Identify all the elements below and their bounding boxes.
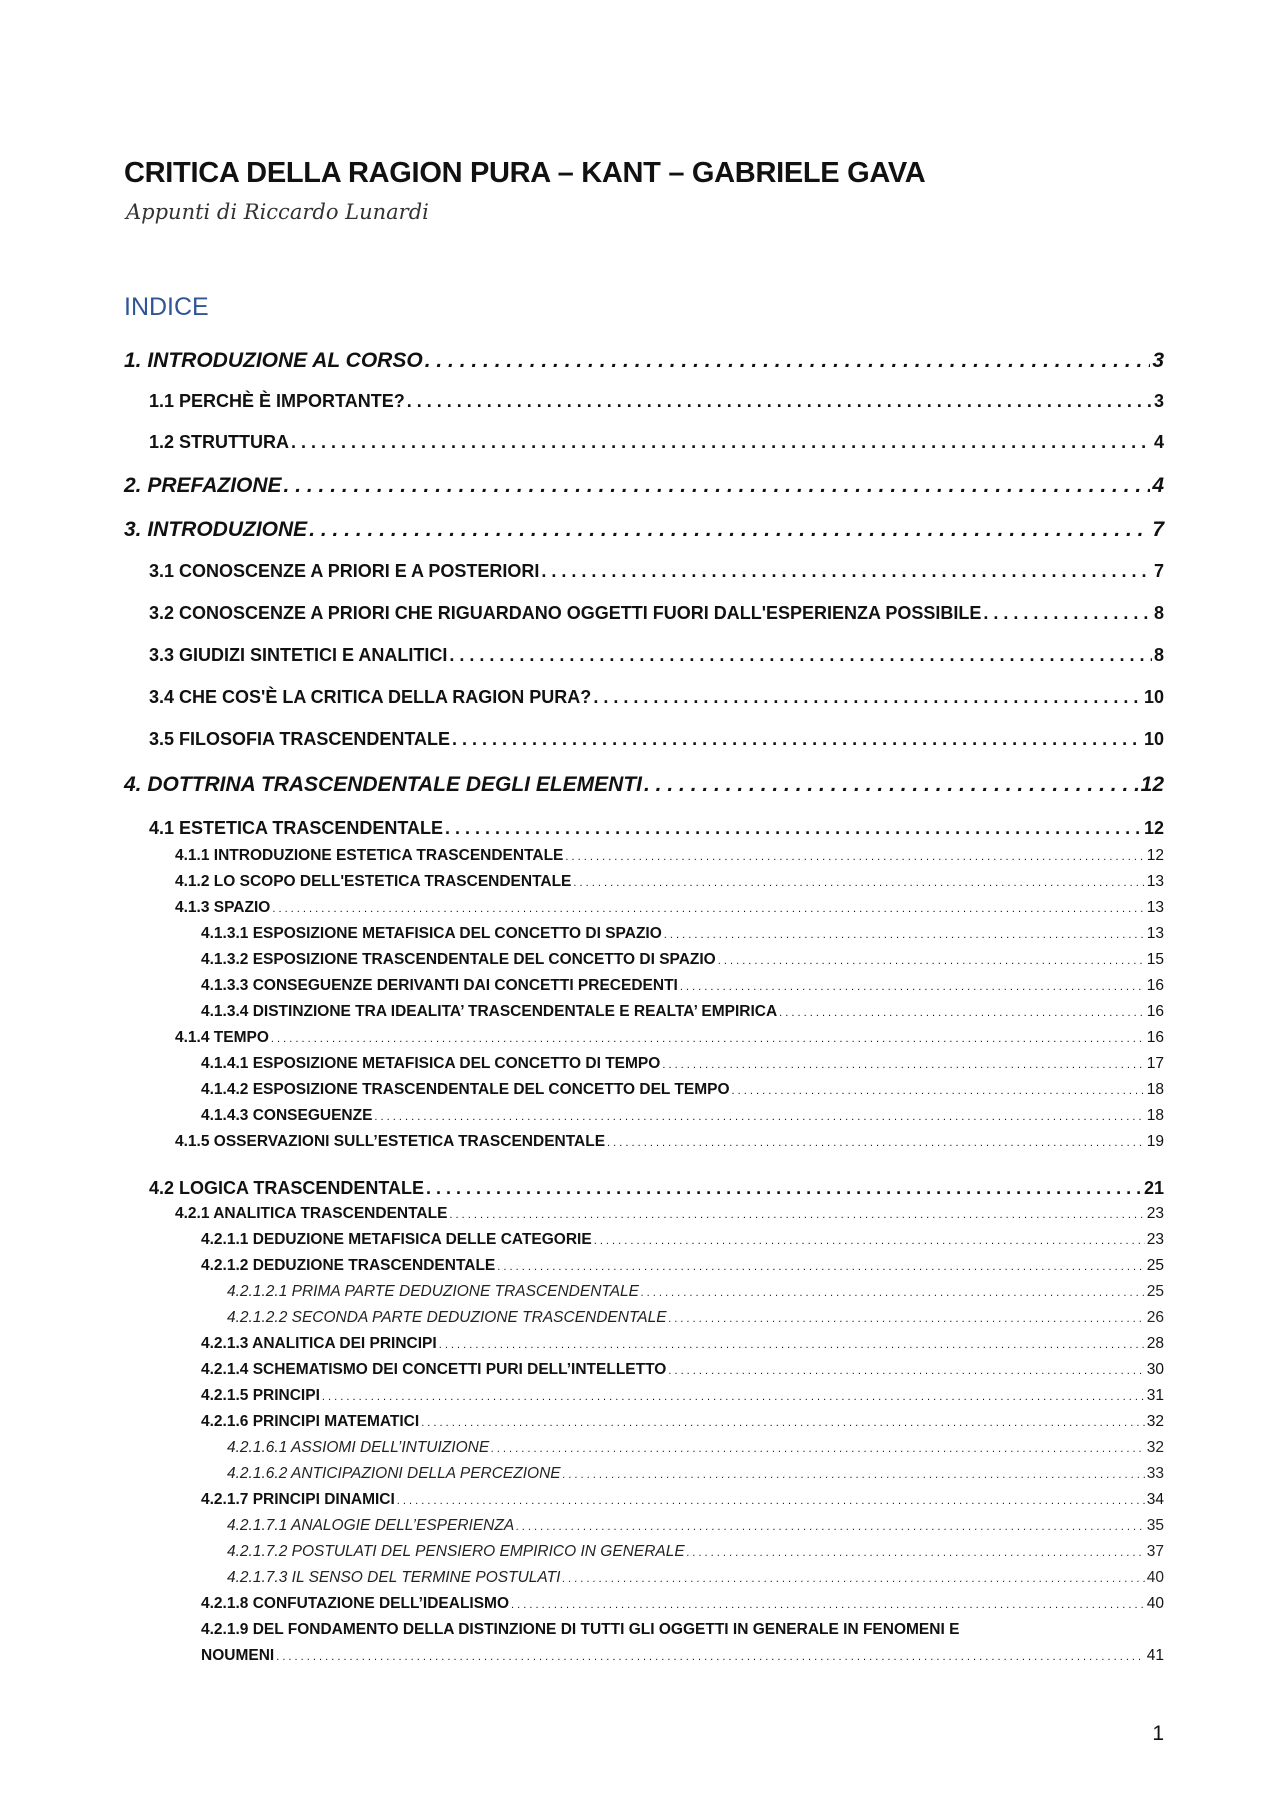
- toc-entry[interactable]: [201, 1081, 1164, 1099]
- toc-entry-page: 40: [1146, 1595, 1164, 1612]
- toc-leader-dots: [668, 1365, 1144, 1377]
- toc-entry-page: 37: [1146, 1543, 1164, 1560]
- toc-entry-page: 17: [1146, 1055, 1164, 1072]
- toc-leader-dots: [449, 1209, 1144, 1221]
- toc-leader-dots: [662, 1059, 1144, 1071]
- toc-entry-page: 4: [1153, 432, 1164, 452]
- toc-entry-page: 18: [1146, 1107, 1164, 1124]
- toc-entry-page: 41: [1146, 1647, 1164, 1664]
- toc-leader-dots: [687, 1547, 1145, 1559]
- toc-entry-page: 19: [1146, 1133, 1164, 1150]
- toc-leader-dots: [291, 432, 1152, 453]
- toc-leader-dots: [272, 903, 1144, 915]
- toc-entry-label: 4.2.1.7.2 POSTULATI DEL PENSIERO EMPIRICO IN GENERALE: [227, 1543, 685, 1560]
- toc-entry[interactable]: [201, 1257, 1164, 1275]
- toc-leader-dots: [562, 1573, 1144, 1585]
- toc-entry-page: 7: [1152, 518, 1164, 541]
- toc-leader-dots: [563, 1469, 1145, 1481]
- toc-leader-dots: [607, 1137, 1145, 1149]
- toc-entry-label: 2. PREFAZIONE: [124, 474, 282, 497]
- toc-entry-page: 8: [1153, 603, 1164, 623]
- toc-entry-page: 26: [1146, 1309, 1164, 1326]
- toc-entry-label: 4.1 ESTETICA TRASCENDENTALE: [149, 818, 444, 838]
- toc-entry-label: 4.1.4.1 ESPOSIZIONE METAFISICA DEL CONCETTO DI TEMPO: [201, 1055, 661, 1072]
- toc-entry-page: 10: [1143, 729, 1164, 749]
- toc-entry-page: 7: [1153, 561, 1164, 581]
- toc-entry-label: NOUMENI: [201, 1647, 275, 1664]
- toc-entry-page: 34: [1146, 1491, 1164, 1508]
- toc-entry-page: 25: [1146, 1257, 1164, 1274]
- toc-entry-page: 23: [1146, 1231, 1164, 1248]
- toc-entry[interactable]: [149, 603, 1164, 624]
- toc-leader-dots: [421, 1417, 1145, 1429]
- toc-entry-label: 4.2.1.7 PRINCIPI DINAMICI: [201, 1491, 395, 1508]
- toc-entry-label: 4.1.3.2 ESPOSIZIONE TRASCENDENTALE DEL CONCETTO DI SPAZIO: [201, 951, 716, 968]
- toc-entry[interactable]: [124, 773, 1164, 797]
- toc-entry[interactable]: [149, 391, 1164, 412]
- toc-leader-dots: [284, 474, 1151, 498]
- toc-entry-page: 21: [1143, 1178, 1164, 1198]
- toc-leader-dots: [565, 851, 1144, 863]
- toc-entry-label: 1. INTRODUZIONE AL CORSO: [124, 349, 423, 372]
- toc-leader-dots: [309, 518, 1150, 542]
- toc-entry[interactable]: [175, 873, 1164, 891]
- toc-leader-dots: [452, 729, 1142, 750]
- toc-leader-dots: [445, 818, 1142, 839]
- toc-entry-label: 4.1.4.3 CONSEGUENZE: [201, 1107, 373, 1124]
- toc-entry-page: 30: [1146, 1361, 1164, 1378]
- toc-entry-page: 12: [1146, 847, 1164, 864]
- toc-entry-label: 4.2.1.7.3 IL SENSO DEL TERMINE POSTULATI: [227, 1569, 561, 1586]
- toc-entry[interactable]: [175, 899, 1164, 917]
- toc-entry-label: 4.1.3.3 CONSEGUENZE DERIVANTI DAI CONCETTI PRECEDENTI: [201, 977, 678, 994]
- toc-entry[interactable]: [149, 729, 1164, 750]
- toc-entry[interactable]: [149, 432, 1164, 453]
- toc-leader-dots: [322, 1391, 1145, 1403]
- toc-entry[interactable]: [201, 1055, 1164, 1073]
- toc-entry-label: 3.5 FILOSOFIA TRASCENDENTALE: [149, 729, 451, 749]
- toc-entry-label: 4.2.1 ANALITICA TRASCENDENTALE: [175, 1205, 448, 1222]
- toc-entry-label: 4.2.1.6.1 ASSIOMI DELL’INTUIZIONE: [227, 1439, 490, 1456]
- toc-entry-page: 3: [1152, 349, 1164, 372]
- toc-entry-label: 4.1.3.4 DISTINZIONE TRA IDEALITA’ TRASCENDENTALE E REALTA’ EMPIRICA: [201, 1003, 778, 1020]
- toc-entry[interactable]: [227, 1569, 1164, 1587]
- toc-leader-dots: [594, 1235, 1145, 1247]
- toc-entry[interactable]: [201, 1387, 1164, 1405]
- toc-entry-page: 13: [1146, 925, 1164, 942]
- toc-entry[interactable]: [149, 1178, 1164, 1199]
- toc-leader-dots: [516, 1521, 1145, 1533]
- toc-entry-label: 4.1.1 INTRODUZIONE ESTETICA TRASCENDENTALE: [175, 847, 564, 864]
- toc-entry[interactable]: [201, 1003, 1164, 1021]
- toc-entry[interactable]: [175, 1133, 1164, 1151]
- toc-entry-page: 23: [1146, 1205, 1164, 1222]
- toc-leader-dots: [271, 1033, 1145, 1045]
- toc-entry-page: 16: [1146, 1003, 1164, 1020]
- toc-entry[interactable]: [149, 687, 1164, 708]
- toc-entry[interactable]: [201, 977, 1164, 995]
- toc-entry-label: 3.1 CONOSCENZE A PRIORI E A POSTERIORI: [149, 561, 540, 581]
- toc-entry[interactable]: [201, 1107, 1164, 1125]
- toc-entry-label: 4.2.1.8 CONFUTAZIONE DELL’IDEALISMO: [201, 1595, 510, 1612]
- toc-entry-page: 25: [1146, 1283, 1164, 1300]
- toc-entry-label: 4.2.1.3 ANALITICA DEI PRINCIPI: [201, 1335, 437, 1352]
- toc-leader-dots: [276, 1651, 1145, 1663]
- toc-leader-dots: [641, 1287, 1145, 1299]
- toc-entry-label: 4.1.4.2 ESPOSIZIONE TRASCENDENTALE DEL CONCETTO DEL TEMPO: [201, 1081, 730, 1098]
- toc-entry-page: 10: [1143, 687, 1164, 707]
- toc-entry-page: 40: [1146, 1569, 1164, 1586]
- toc-entry-label: 4.2.1.1 DEDUZIONE METAFISICA DELLE CATEGORIE: [201, 1231, 592, 1248]
- toc-entry-label: 4.2.1.6.2 ANTICIPAZIONI DELLA PERCEZIONE: [227, 1465, 561, 1482]
- toc-entry-page: 15: [1146, 951, 1164, 968]
- toc-leader-dots: [426, 1178, 1142, 1199]
- toc-entry-label: 4.2.1.7.1 ANALOGIE DELL’ESPERIENZA: [227, 1517, 515, 1534]
- toc-entry-page: 31: [1146, 1387, 1164, 1404]
- toc-entry-page: 16: [1146, 977, 1164, 994]
- toc-entry[interactable]: [201, 1231, 1164, 1249]
- toc-entry[interactable]: [201, 1413, 1164, 1431]
- toc-entry-label: 4.2 LOGICA TRASCENDENTALE: [149, 1178, 425, 1198]
- toc-entry[interactable]: [124, 349, 1164, 373]
- toc-leader-dots: [732, 1085, 1145, 1097]
- toc-entry-page: 28: [1146, 1335, 1164, 1352]
- toc-entry-page: 13: [1146, 899, 1164, 916]
- toc-leader-dots: [573, 877, 1144, 889]
- toc-entry[interactable]: [201, 1491, 1164, 1509]
- toc-entry-page: 35: [1146, 1517, 1164, 1534]
- toc-entry-page: 13: [1146, 873, 1164, 890]
- toc-entry[interactable]: [124, 474, 1164, 498]
- toc-entry[interactable]: [227, 1517, 1164, 1535]
- toc-entry[interactable]: [201, 925, 1164, 943]
- toc-entry[interactable]: [201, 951, 1164, 969]
- toc-entry-label: 4.2.1.2 DEDUZIONE TRASCENDENTALE: [201, 1257, 496, 1274]
- toc-entry-page: 3: [1153, 391, 1164, 411]
- toc-entry-label: 3. INTRODUZIONE: [124, 518, 308, 541]
- toc-entry-label: 4.2.1.6 PRINCIPI MATEMATICI: [201, 1413, 420, 1430]
- toc-entry[interactable]: [227, 1283, 1164, 1301]
- toc-entry-page: 16: [1146, 1029, 1164, 1046]
- toc-entry-label: 1.1 PERCHÈ È IMPORTANTE?: [149, 391, 405, 411]
- toc-entry[interactable]: [201, 1335, 1164, 1353]
- toc-leader-dots: [374, 1111, 1144, 1123]
- document-subtitle: Appunti di Riccardo Lunardi: [126, 200, 429, 224]
- toc-leader-dots: [593, 687, 1142, 708]
- toc-leader-dots: [407, 391, 1152, 412]
- toc-entry-page: 12: [1140, 773, 1164, 796]
- toc-leader-dots: [983, 603, 1152, 624]
- toc-entry[interactable]: [201, 1361, 1164, 1379]
- toc-entry-page: 8: [1153, 645, 1164, 665]
- toc-leader-dots: [497, 1261, 1144, 1273]
- toc-entry-label: 4.1.5 OSSERVAZIONI SULL’ESTETICA TRASCENDENTALE: [175, 1133, 606, 1150]
- toc-leader-dots: [511, 1599, 1145, 1611]
- toc-entry-label: 4.2.1.2.1 PRIMA PARTE DEDUZIONE TRASCENDENTALE: [227, 1283, 639, 1300]
- toc-entry-label: 4.1.3 SPAZIO: [175, 899, 271, 916]
- toc-entry[interactable]: [175, 1029, 1164, 1047]
- toc-leader-dots: [449, 645, 1152, 666]
- toc-entry[interactable]: [227, 1439, 1164, 1457]
- toc-entry[interactable]: [175, 847, 1164, 865]
- toc-entry-page: 4: [1152, 474, 1164, 497]
- toc-entry-label: 4. DOTTRINA TRASCENDENTALE DEGLI ELEMENTI: [124, 773, 643, 796]
- toc-entry[interactable]: [227, 1309, 1164, 1327]
- toc-entry-page: 18: [1146, 1081, 1164, 1098]
- toc-entry-label[interactable]: 4.2.1.9 DEL FONDAMENTO DELLA DISTINZIONE DI TUTTI GLI OGGETTI IN GENERALE IN FENOMENI E: [201, 1621, 960, 1638]
- toc-entry[interactable]: [149, 818, 1164, 839]
- document-title: CRITICA DELLA RAGION PURA – KANT – GABRIELE GAVA: [124, 157, 926, 189]
- toc-entry-label: 4.2.1.2.2 SECONDA PARTE DEDUZIONE TRASCENDENTALE: [227, 1309, 667, 1326]
- toc-entry[interactable]: [201, 1595, 1164, 1613]
- toc-entry[interactable]: [175, 1205, 1164, 1223]
- toc-leader-dots: [779, 1007, 1145, 1019]
- toc-leader-dots: [669, 1313, 1145, 1325]
- toc-entry[interactable]: [227, 1543, 1164, 1561]
- toc-entry[interactable]: [227, 1465, 1164, 1483]
- toc-entry[interactable]: [201, 1647, 1164, 1665]
- toc-entry-label: 3.3 GIUDIZI SINTETICI E ANALITICI: [149, 645, 448, 665]
- toc-entry-label: 3.4 CHE COS'È LA CRITICA DELLA RAGION PURA?: [149, 687, 592, 707]
- toc-entry[interactable]: [124, 518, 1164, 542]
- toc-entry-label: 4.1.2 LO SCOPO DELL'ESTETICA TRASCENDENTALE: [175, 873, 572, 890]
- toc-entry[interactable]: [149, 645, 1164, 666]
- toc-entry-label: 4.1.4 TEMPO: [175, 1029, 269, 1046]
- toc-entry-label: 4.1.3.1 ESPOSIZIONE METAFISICA DEL CONCETTO DI SPAZIO: [201, 925, 662, 942]
- toc-entry-page: 32: [1146, 1439, 1164, 1456]
- toc-entry-label: 3.2 CONOSCENZE A PRIORI CHE RIGUARDANO OGGETTI FUORI DALL'ESPERIENZA POSSIBILE: [149, 603, 982, 623]
- toc-leader-dots: [397, 1495, 1145, 1507]
- toc-entry-label: 4.2.1.5 PRINCIPI: [201, 1387, 320, 1404]
- toc-leader-dots: [439, 1339, 1145, 1351]
- toc-entry[interactable]: [149, 561, 1164, 582]
- toc-leader-dots: [491, 1443, 1145, 1455]
- toc-leader-dots: [664, 929, 1145, 941]
- toc-leader-dots: [425, 349, 1151, 373]
- toc-entry-page: 32: [1146, 1413, 1164, 1430]
- toc-entry-page: 12: [1143, 818, 1164, 838]
- toc-heading: INDICE: [124, 293, 209, 321]
- page-number: 1: [1152, 1722, 1164, 1745]
- toc-entry-label: 4.2.1.4 SCHEMATISMO DEI CONCETTI PURI DELL’INTELLETTO: [201, 1361, 667, 1378]
- toc-leader-dots: [644, 773, 1139, 797]
- toc-leader-dots: [680, 981, 1145, 993]
- toc-leader-dots: [541, 561, 1152, 582]
- toc-entry-label: 1.2 STRUTTURA: [149, 432, 290, 452]
- toc-leader-dots: [718, 955, 1145, 967]
- toc-entry-page: 33: [1146, 1465, 1164, 1482]
